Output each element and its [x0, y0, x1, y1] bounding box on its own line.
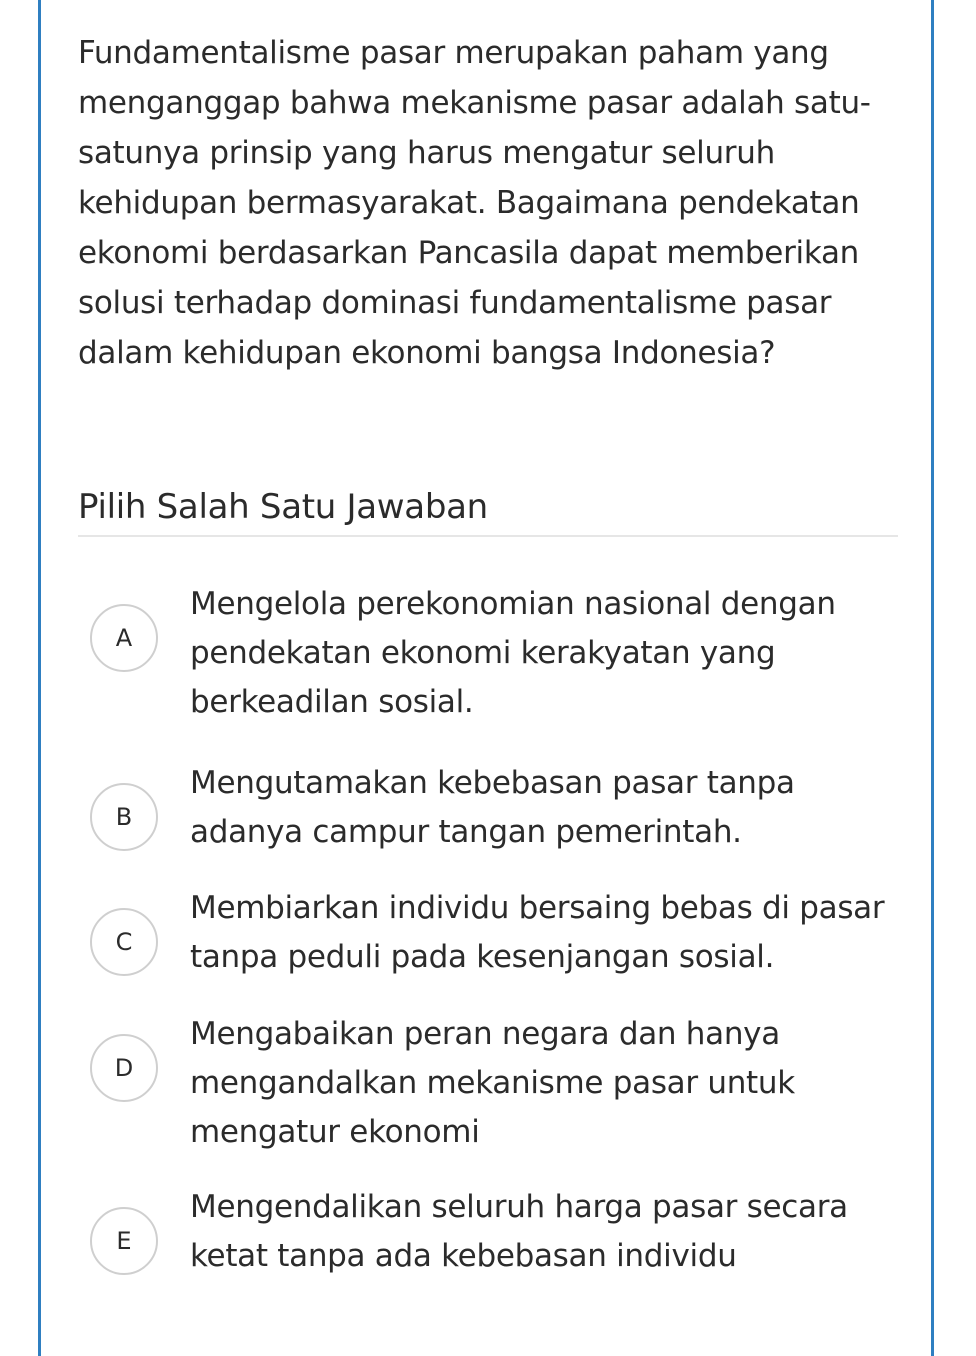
option-d-text[interactable]: Mengabaikan peran negara dan hanya mengandalkan mekanisme pasar untuk mengatur ekonomi: [190, 1016, 795, 1150]
option-a-radio[interactable]: A: [90, 604, 158, 672]
option-b-text[interactable]: Mengutamakan kebebasan pasar tanpa adanya campur tangan pemerintah.: [190, 765, 795, 850]
divider: [78, 535, 898, 537]
option-a-text[interactable]: Mengelola perekonomian nasional dengan pendekatan ekonomi kerakyatan yang berkeadilan sosial.: [190, 586, 836, 720]
option-d-radio[interactable]: D: [90, 1034, 158, 1102]
answer-instruction: Pilih Salah Satu Jawaban: [78, 487, 488, 527]
option-c-text[interactable]: Membiarkan individu bersaing bebas di pasar tanpa peduli pada kesenjangan sosial.: [190, 890, 885, 975]
option-e-text[interactable]: Mengendalikan seluruh harga pasar secara ketat tanpa ada kebebasan individu: [190, 1189, 848, 1274]
question-text: Fundamentalisme pasar merupakan paham yang menganggap bahwa mekanisme pasar adalah satu-satunya prinsip yang harus mengatur seluruh kehidupan bermasyarakat. Bagaimana pendekatan ekonomi berdasarkan Pancasila dapat memberikan solusi terhadap dominasi fundamentalisme pasar dalam kehidupan ekonomi bangsa Indonesia?: [78, 35, 871, 371]
option-e-radio[interactable]: E: [90, 1207, 158, 1275]
option-b-radio[interactable]: B: [90, 783, 158, 851]
option-c-radio[interactable]: C: [90, 908, 158, 976]
